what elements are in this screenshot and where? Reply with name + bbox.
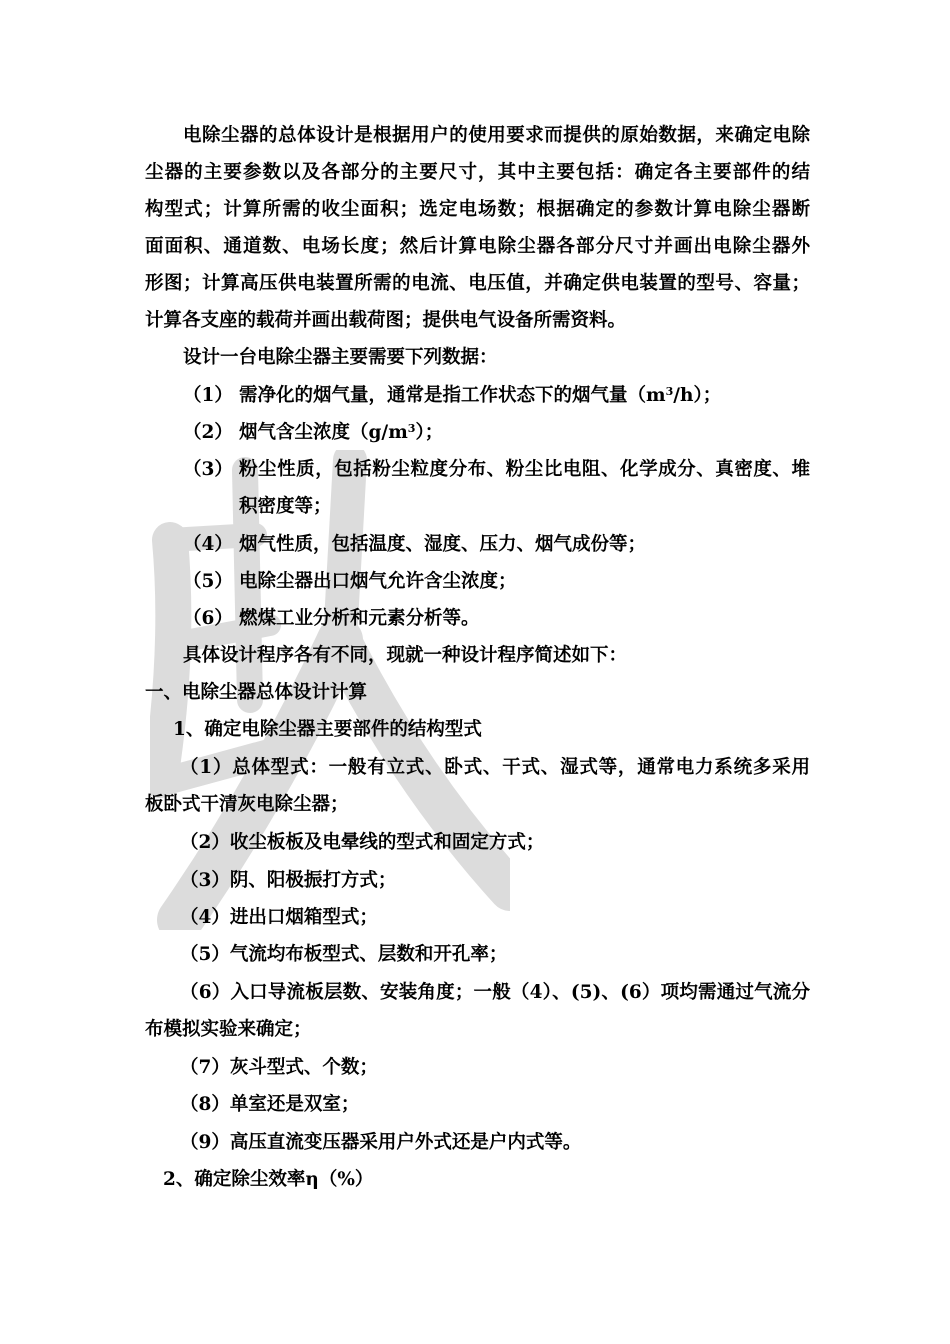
data-item-tail: /h）； xyxy=(673,385,722,406)
data-item-2 xyxy=(183,420,443,446)
structure-item-3: （3）阴、阳极振打方式； xyxy=(180,870,397,891)
superscript: 3 xyxy=(665,385,674,398)
data-item-text: 需净化的烟气量，通常是指工作状态下的烟气量（m xyxy=(239,385,666,406)
data-item-number: （6） xyxy=(183,608,233,629)
data-item-text: 电除尘器出口烟气允许含尘浓度； xyxy=(239,571,517,592)
section-heading: 一、电除尘器总体设计计算 xyxy=(145,682,368,703)
data-item-number: （5） xyxy=(183,571,233,592)
data-item-4 xyxy=(183,532,646,558)
intro-line-1: 电除尘器的总体设计是根据用户的使用要求而提供的原始数据，来确定电除 xyxy=(183,125,810,146)
intro-line-4: 面面积、通道数、电场长度；然后计算电除尘器各部分尺寸并画出电除尘器外 xyxy=(145,236,810,257)
data-intro: 设计一台电除尘器主要需要下列数据： xyxy=(183,347,498,368)
data-item-number: （1） xyxy=(183,385,233,406)
structure-item-1: （1）总体型式：一般有立式、卧式、干式、湿式等，通常电力系统多采用 xyxy=(180,757,810,778)
structure-item-1-continued: 板卧式干清灰电除尘器； xyxy=(145,794,349,815)
data-item-text: 烟气性质，包括温度、湿度、压力、烟气成份等； xyxy=(239,534,647,555)
subsection-heading-2: 2、确定除尘效率η（%） xyxy=(163,1169,374,1190)
data-item-1 xyxy=(183,383,721,409)
structure-item-6: （6）入口导流板层数、安装角度；一般（4）、(5)、(6）项均需通过气流分 xyxy=(180,982,810,1003)
data-item-5 xyxy=(183,569,517,595)
data-item-3 xyxy=(183,457,810,483)
data-item-number: （2） xyxy=(183,422,233,443)
superscript: 3 xyxy=(407,422,416,435)
data-item-number: （4） xyxy=(183,534,233,555)
data-item-tail: ）； xyxy=(415,422,444,443)
structure-item-5: （5）气流均布板型式、层数和开孔率； xyxy=(180,944,508,965)
structure-item-7: （7）灰斗型式、个数； xyxy=(180,1057,378,1078)
structure-item-4: （4）进出口烟箱型式； xyxy=(180,907,378,928)
data-item-6 xyxy=(183,606,480,632)
data-item-text: 粉尘性质，包括粉尘粒度分布、粉尘比电阻、化学成分、真密度、堆 xyxy=(239,459,810,480)
structure-item-8: （8）单室还是双室； xyxy=(180,1094,360,1115)
intro-line-2: 尘器的主要参数以及各部分的主要尺寸，其中主要包括：确定各主要部件的结 xyxy=(145,162,810,183)
intro-line-3: 构型式；计算所需的收尘面积；选定电场数；根据确定的参数计算电除尘器断 xyxy=(145,199,810,220)
intro-line-5: 形图；计算高压供电装置所需的电流、电压值，并确定供电装置的型号、容量； xyxy=(145,273,810,294)
subsection-heading: 1、确定电除尘器主要部件的结构型式 xyxy=(173,719,482,740)
data-item-3-continued: 积密度等； xyxy=(239,496,332,517)
data-item-text: 烟气含尘浓度（g/m xyxy=(239,422,408,443)
structure-item-2: （2）收尘板板及电晕线的型式和固定方式； xyxy=(180,832,545,853)
procedure-intro: 具体设计程序各有不同，现就一种设计程序简述如下： xyxy=(183,645,628,666)
structure-item-6-continued: 布模拟实验来确定； xyxy=(145,1019,312,1040)
intro-line-6: 计算各支座的载荷并画出载荷图；提供电气设备所需资料。 xyxy=(145,310,627,331)
data-item-number: （3） xyxy=(183,459,233,480)
structure-item-9: （9）高压直流变压器采用户外式还是户内式等。 xyxy=(180,1132,582,1153)
data-item-text: 燃煤工业分析和元素分析等。 xyxy=(239,608,480,629)
